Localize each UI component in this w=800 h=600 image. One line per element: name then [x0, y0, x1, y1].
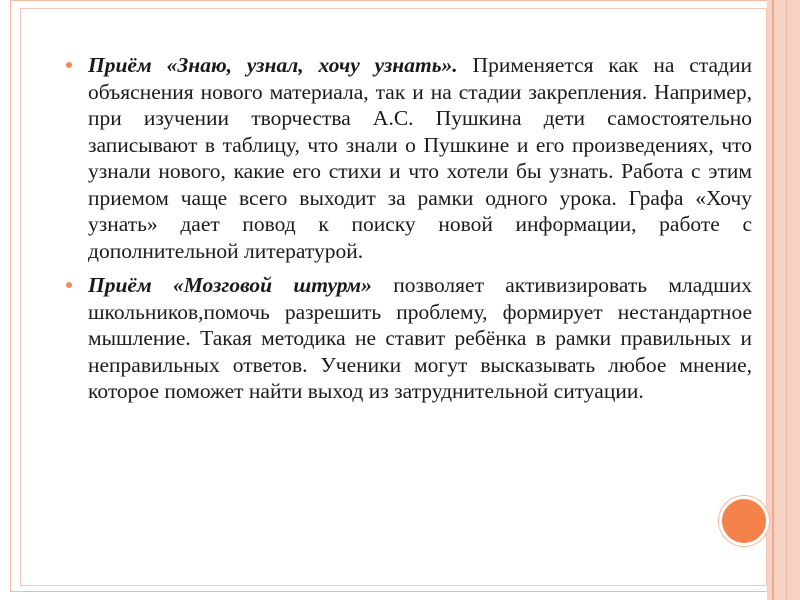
bullet-item-znayu-uznal	[64, 52, 752, 264]
bullet-item-title: Приём «Знаю, узнал, хочу узнать».	[88, 53, 458, 77]
bullet-item-title: Приём «Мозговой штурм»	[88, 273, 372, 297]
bullet-icon	[66, 62, 72, 68]
bullet-item-brainstorm	[64, 272, 752, 405]
side-decoration-line-thin	[786, 0, 787, 600]
bullet-item-text: позволяет активизировать младших школьников,помочь разрешить проблему, формирует нестандартное мышление. Такая методика не ставит ребёнка в рамки правильных и неправильных ответов. Ученики могут высказывать любое мнение, которое поможет найти выход из затруднительной ситуации.	[88, 273, 752, 403]
bullet-icon	[66, 282, 72, 288]
side-decoration-line	[772, 0, 774, 600]
bullet-item-text: Применяется как на стадии объяснения нового материала, так и на стадии закрепления. Например, при изучении творчества А.С. Пушкина дети самостоятельно записывают в таблицу, что знали о Пушкине и его произведениях, что узнали нового, какие его стихи и что хотели бы узнать. Работа с этим приемом чаще всего выходит за рамки одного урока. Графа «Хочу узнать» дает повод к поиску новой информации, работе с дополнительной литературой.	[88, 53, 753, 263]
decorative-circle	[719, 496, 769, 546]
slide-body	[64, 52, 752, 413]
